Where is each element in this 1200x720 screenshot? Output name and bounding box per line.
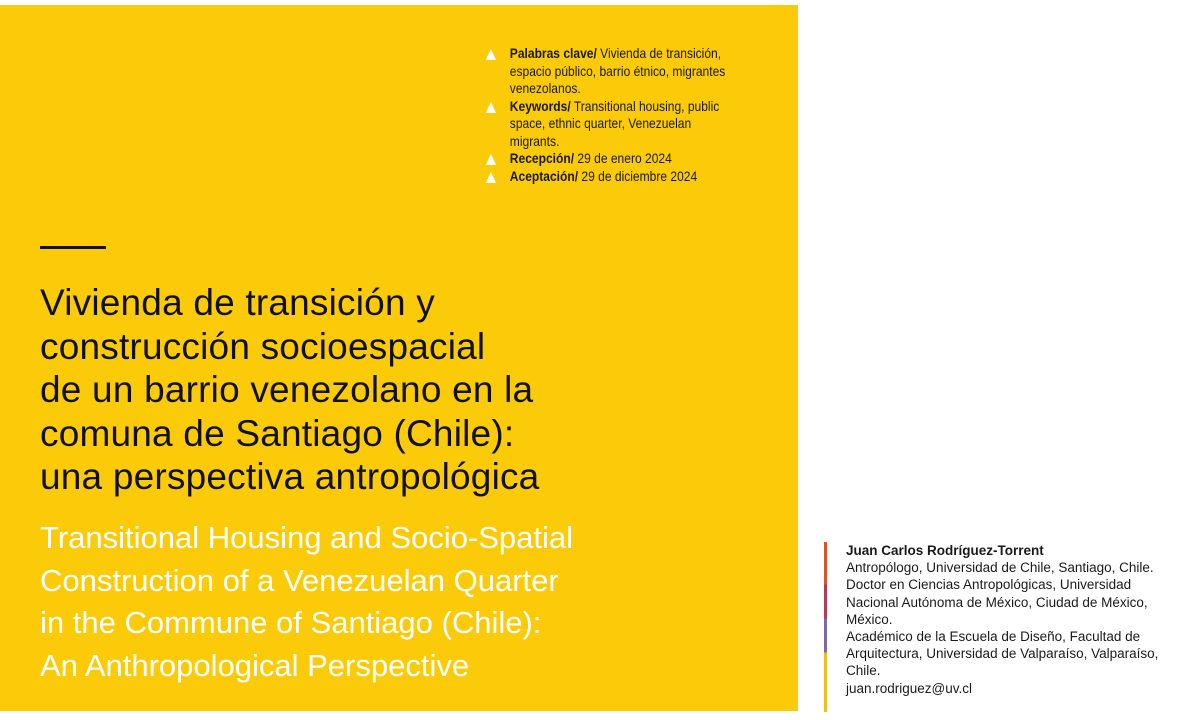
author-affiliation-line: Antropólogo, Universidad de Chile, Santiago, Chile. [846,560,1154,576]
metadata-item-accepted [484,168,742,186]
metadata-value-line: espacio público, barrio étnico, migrantes [509,62,726,79]
title-line: una perspectiva antropológica [40,456,540,497]
metadata-item-keywords-es [484,45,742,98]
metadata-label: Recepción/ [509,150,575,166]
author-affiliation-line: México. [846,611,893,627]
title-line: Vivienda de transición y [40,282,435,323]
triangle-bullet-icon [486,154,496,165]
metadata-value-line: space, ethnic quarter, Venezuelan migrants. [509,115,692,149]
author-info [846,542,1198,697]
metadata-item-keywords-en [484,98,742,151]
triangle-bullet-icon [486,49,496,60]
metadata-value-line: Transitional housing, public [573,97,720,114]
author-affiliation-line: Académico de la Escuela de Diseño, Facultad de [846,629,1141,645]
title-line: in the Commune of Santiago (Chile): [40,605,542,640]
metadata-label: Aceptación/ [509,167,579,184]
author-affiliation-line: Arquitectura, Universidad de Valparaíso, Valparaíso, [846,646,1159,662]
metadata-label: Palabras clave/ [509,45,597,61]
metadata-list [484,45,742,185]
triangle-bullet-icon [486,102,496,113]
author-affiliation-line: Nacional Autónoma de México, Ciudad de México, [846,594,1148,610]
author-email[interactable]: juan.rodriguez@uv.cl [846,680,973,696]
metadata-value-line: 29 de diciembre 2024 [581,167,698,184]
title-line: construcción socioespacial [40,325,486,367]
title-line: comuna de Santiago (Chile): [40,412,515,454]
title-line: de un barrio venezolano en la [40,369,534,410]
title-line: An Anthropological Perspective [40,647,470,683]
article-title-english [40,517,740,687]
metadata-value-line: venezolanos. [509,80,581,96]
author-accent-bar [824,542,827,712]
article-title-spanish [40,281,740,499]
metadata-value-line: 29 de enero 2024 [577,150,672,166]
title-panel [0,5,798,711]
metadata-label: Keywords/ [509,97,571,114]
triangle-bullet-icon [486,172,496,183]
author-affiliation-line: Doctor en Ciencias Antropológicas, Universidad [846,577,1132,593]
author-name: Juan Carlos Rodríguez-Torrent [846,543,1044,558]
metadata-item-received [484,150,742,168]
title-line: Construction of a Venezuelan Quarter [40,562,559,598]
title-divider [40,246,106,249]
title-line: Transitional Housing and Socio-Spatial [40,520,574,555]
author-affiliation-line: Chile. [846,663,881,679]
metadata-value-line: Vivienda de transición, [600,45,722,61]
